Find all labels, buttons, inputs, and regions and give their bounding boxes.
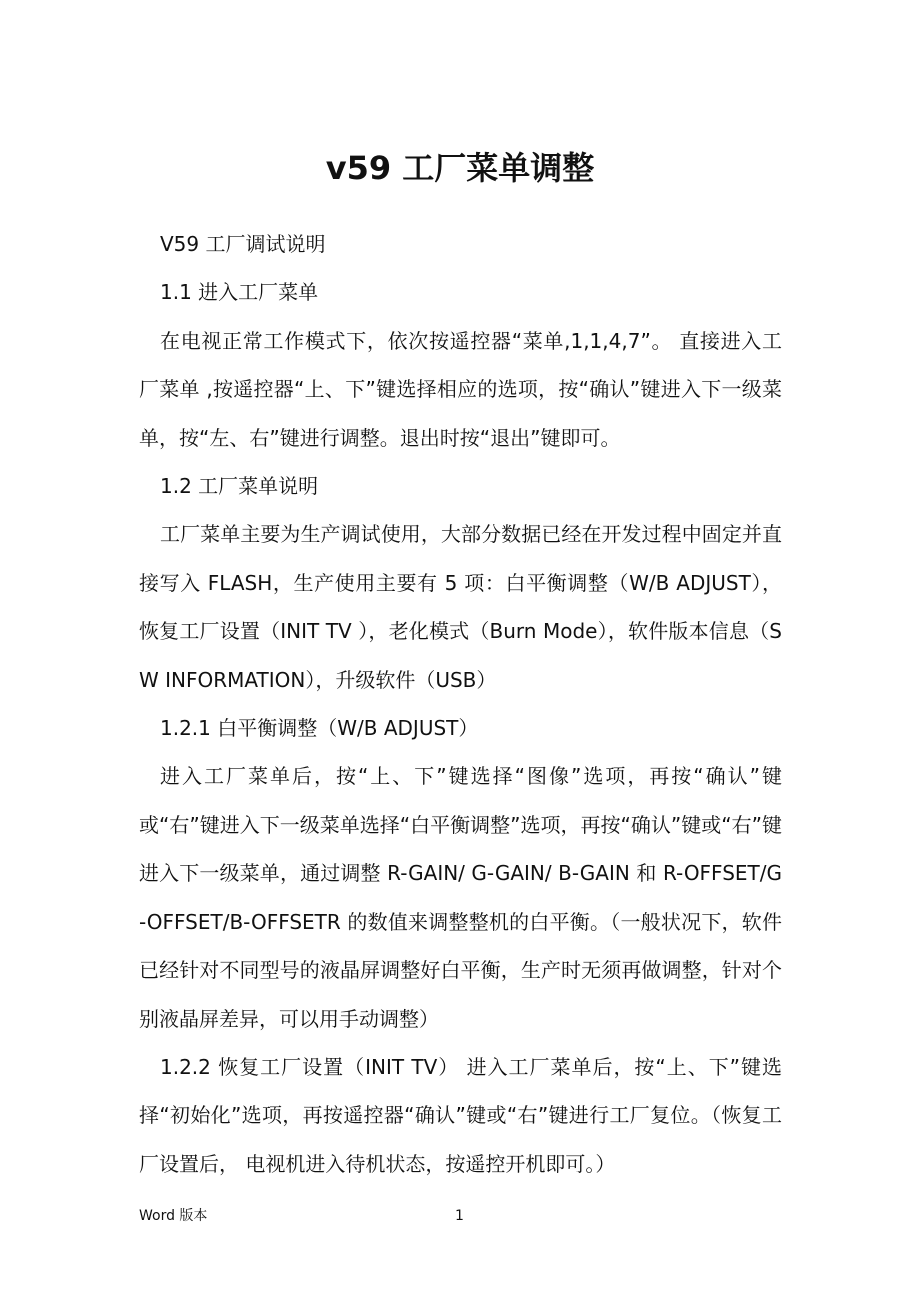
footer-label: Word 版本 [139, 1208, 208, 1224]
document-title: v59 工厂菜单调整 [325, 149, 595, 187]
section-heading: V59 工厂调试说明 [160, 232, 326, 256]
body-paragraph: 1.2.2 恢复工厂设置（INIT TV） 进入工厂菜单后，按“上、下”键选择“初始化”选项，再按遥控器“确认”键或“右”键进行工厂复位。（恢复工厂设置后， 电视机进入待机状态，按遥控开机即可。） [139, 1054, 782, 1176]
body-paragraph: 进入工厂菜单后，按“上、下”键选择“图像”选项，再按“确认”键或“右”键进入下一级菜单选择“白平衡调整”选项，再按“确认”键或“右”键进入下一级菜单，通过调整 R-GAIN/ G-GAIN/ B-GAIN 和 R-OFFSET/G-OFFSET/B-OFFSETR 的数值来调整整机的白平衡。（一般状况下，软件已经针对不同型号的液晶屏调整好白平衡，生产时无须再做调整，针对个别液晶屏差异，可以用手动调整） [139, 764, 782, 1031]
section-heading: 1.1 进入工厂菜单 [160, 280, 319, 305]
section-heading: 1.2 工厂菜单说明 [160, 474, 319, 499]
page-number: 1 [455, 1208, 464, 1224]
body-paragraph: 在电视正常工作模式下，依次按遥控器“菜单,1,1,4,7”。 直接进入工厂菜单 ,按遥控器“上、下”键选择相应的选项，按“确认”键进入下一级菜单，按“左、右”键进行调整。退出时按“退出”键即可。 [139, 328, 782, 450]
body-paragraph: 工厂菜单主要为生产调试使用，大部分数据已经在开发过程中固定并直接写入 FLASH，生产使用主要有 5 项：白平衡调整（W/B ADJUST），恢复工厂设置（INIT TV ），老化模式（Burn Mode），软件版本信息（SW INFORMATION），升级软件（USB） [139, 522, 782, 692]
document-body [139, 220, 782, 1188]
section-heading: 1.2.1 白平衡调整（W/B ADJUST） [160, 716, 479, 741]
